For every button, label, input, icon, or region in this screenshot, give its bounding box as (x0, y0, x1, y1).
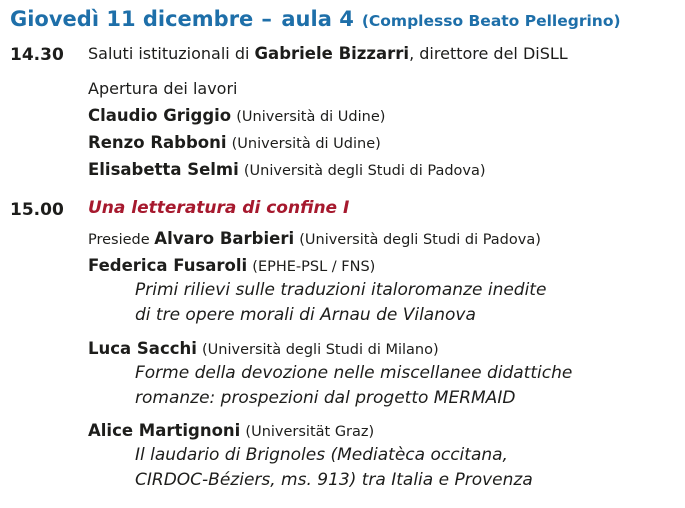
talk-title-line: di tre opere morali di Arnau de Vilanova (135, 305, 476, 325)
talk-title-line: romanze: prospezioni dal progetto MERMAID (135, 388, 516, 408)
day-header (10, 7, 621, 31)
speaker-affiliation: (Universität Graz) (245, 424, 375, 440)
talk-title-line: Forme della devozione nelle miscellanee didattiche (135, 363, 573, 383)
welcome-speaker: Gabriele Bizzarri (254, 44, 410, 63)
chair-name: Alvaro Barbieri (154, 229, 295, 248)
speaker-name: Luca Sacchi (88, 339, 197, 358)
speaker-row (88, 133, 381, 152)
talk-title-line: Primi rilievi sulle traduzioni italoromanze inedite (135, 280, 547, 300)
talk-speaker (88, 256, 375, 275)
session-title: Una letteratura di confine I (88, 198, 350, 218)
speaker-affiliation: (EPHE-PSL / FNS) (252, 259, 376, 275)
speaker-affiliation: (Università degli Studi di Padova) (243, 163, 486, 179)
welcome-role: , direttore del DiSLL (409, 44, 568, 63)
opening-label: Apertura dei lavori (88, 79, 238, 98)
speaker-name: Claudio Griggio (88, 106, 232, 125)
time-slot-2: 15.00 (10, 200, 64, 220)
welcome-prefix: Saluti istituzionali di (88, 44, 255, 63)
speaker-name: Federica Fusaroli (88, 256, 248, 275)
header-room: aula 4 (281, 7, 354, 31)
speaker-affiliation: (Università degli Studi di Milano) (202, 342, 439, 358)
speaker-row (88, 106, 385, 125)
speaker-affiliation: (Università di Udine) (231, 136, 381, 152)
talk-title-line: Il laudario di Brignoles (Mediatèca occitana, (135, 445, 508, 465)
time-slot-1: 14.30 (10, 45, 64, 65)
header-venue: (Complesso Beato Pellegrino) (361, 12, 621, 30)
talk-speaker (88, 339, 439, 358)
chair-prefix: Presiede (88, 232, 155, 248)
speaker-name: Elisabetta Selmi (88, 160, 239, 179)
header-date: Giovedì 11 dicembre (10, 7, 254, 31)
speaker-row (88, 160, 486, 179)
speaker-name: Renzo Rabboni (88, 133, 227, 152)
chair-line (88, 229, 541, 248)
talk-speaker (88, 421, 374, 440)
speaker-affiliation: (Università di Udine) (236, 109, 386, 125)
speaker-name: Alice Martignoni (88, 421, 241, 440)
welcome-line (88, 44, 568, 63)
talk-title-line: CIRDOC-Béziers, ms. 913) tra Italia e Provenza (135, 470, 533, 490)
chair-affiliation: (Università degli Studi di Padova) (299, 232, 541, 248)
header-dash: – (261, 7, 272, 31)
